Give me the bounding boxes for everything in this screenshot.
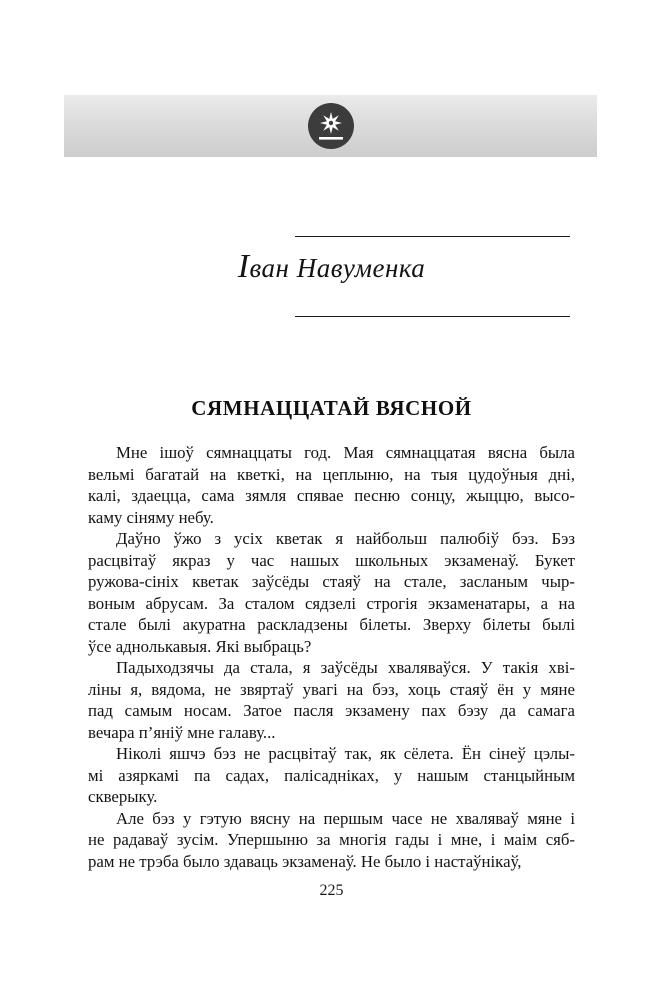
text-line: Мне ішоў сямнаццаты год. Мая сямнаццатая вясна была: [116, 443, 575, 462]
author-rule-top: [295, 236, 570, 237]
paragraph: [88, 442, 575, 528]
text-line: ўсе аднолькавыя. Які выбраць?: [88, 636, 312, 656]
page-number: 225: [319, 882, 344, 899]
story-text: [88, 442, 575, 872]
author-block: [0, 228, 663, 323]
text-line: скверыку.: [88, 787, 158, 806]
text-line: не радаваў зусім. Упершыню за многія гады і мне, і маім сяб-: [88, 830, 575, 849]
text-line: Даўно ўжо з усіх кветак я найбольш палюбіў бэз. Бэз: [116, 529, 575, 548]
story-title: СЯМНАЦЦАТАЙ ВЯСНОЙ: [191, 396, 472, 420]
text-line: калі, здаецца, сама зямля спявае песню сонцу, жыццю, высо-: [88, 486, 575, 505]
paragraph: [88, 657, 575, 743]
text-line: ліны я, вядома, не звяртаў увагі на бэз, хоць стаяў ён у мяне: [88, 679, 575, 699]
text-line: ружова-сініх кветак заўсёды стаяў на стале, засланым чыр-: [88, 572, 575, 591]
text-line: стале былі акуратна раскладзены білеты. Зверху білеты былі: [88, 615, 575, 634]
text-line: Але бэз у гэтую вясну на першым часе не хваляваў мяне і: [116, 808, 575, 828]
author-name-rest: ван Навуменка: [249, 253, 426, 283]
text-line: рам не трэба было здаваць экзаменаў. Не было і настаўнікаў,: [88, 851, 522, 871]
author-name: [0, 248, 663, 286]
paragraph: [88, 743, 575, 808]
text-line: Ніколі яшчэ бэз не расцвітаў так, як сёлета. Ён сінеў цэлы-: [116, 744, 575, 763]
author-rule-bottom: [295, 316, 570, 317]
text-line: вечара п’яніў мне галаву...: [88, 722, 276, 742]
text-line: каму сіняму небу.: [88, 507, 214, 527]
paragraph: [88, 528, 575, 657]
text-line: вельмі багатай на кветкі, на цеплыню, на тыя цудоўныя дні,: [88, 464, 575, 484]
text-line: Падыходзячы да стала, я заўсёды хваляваўся. У такія хві-: [116, 658, 575, 677]
header-ornament-band: [64, 95, 597, 157]
star-medallion-icon: [307, 102, 355, 150]
paragraph: [88, 808, 575, 873]
text-line: пад самым носам. Затое пасля экзамену пах бэзу да самага: [88, 701, 575, 720]
text-line: воным абрусам. За сталом сядзелі строгія экзаменатары, а на: [88, 593, 575, 613]
author-initial: І: [237, 248, 250, 285]
text-line: расцвітаў якраз у час нашых школьных экзаменаў. Букет: [88, 550, 575, 570]
text-line: мі азяркамі па садах, палісадніках, у нашым станцыйным: [88, 765, 575, 785]
